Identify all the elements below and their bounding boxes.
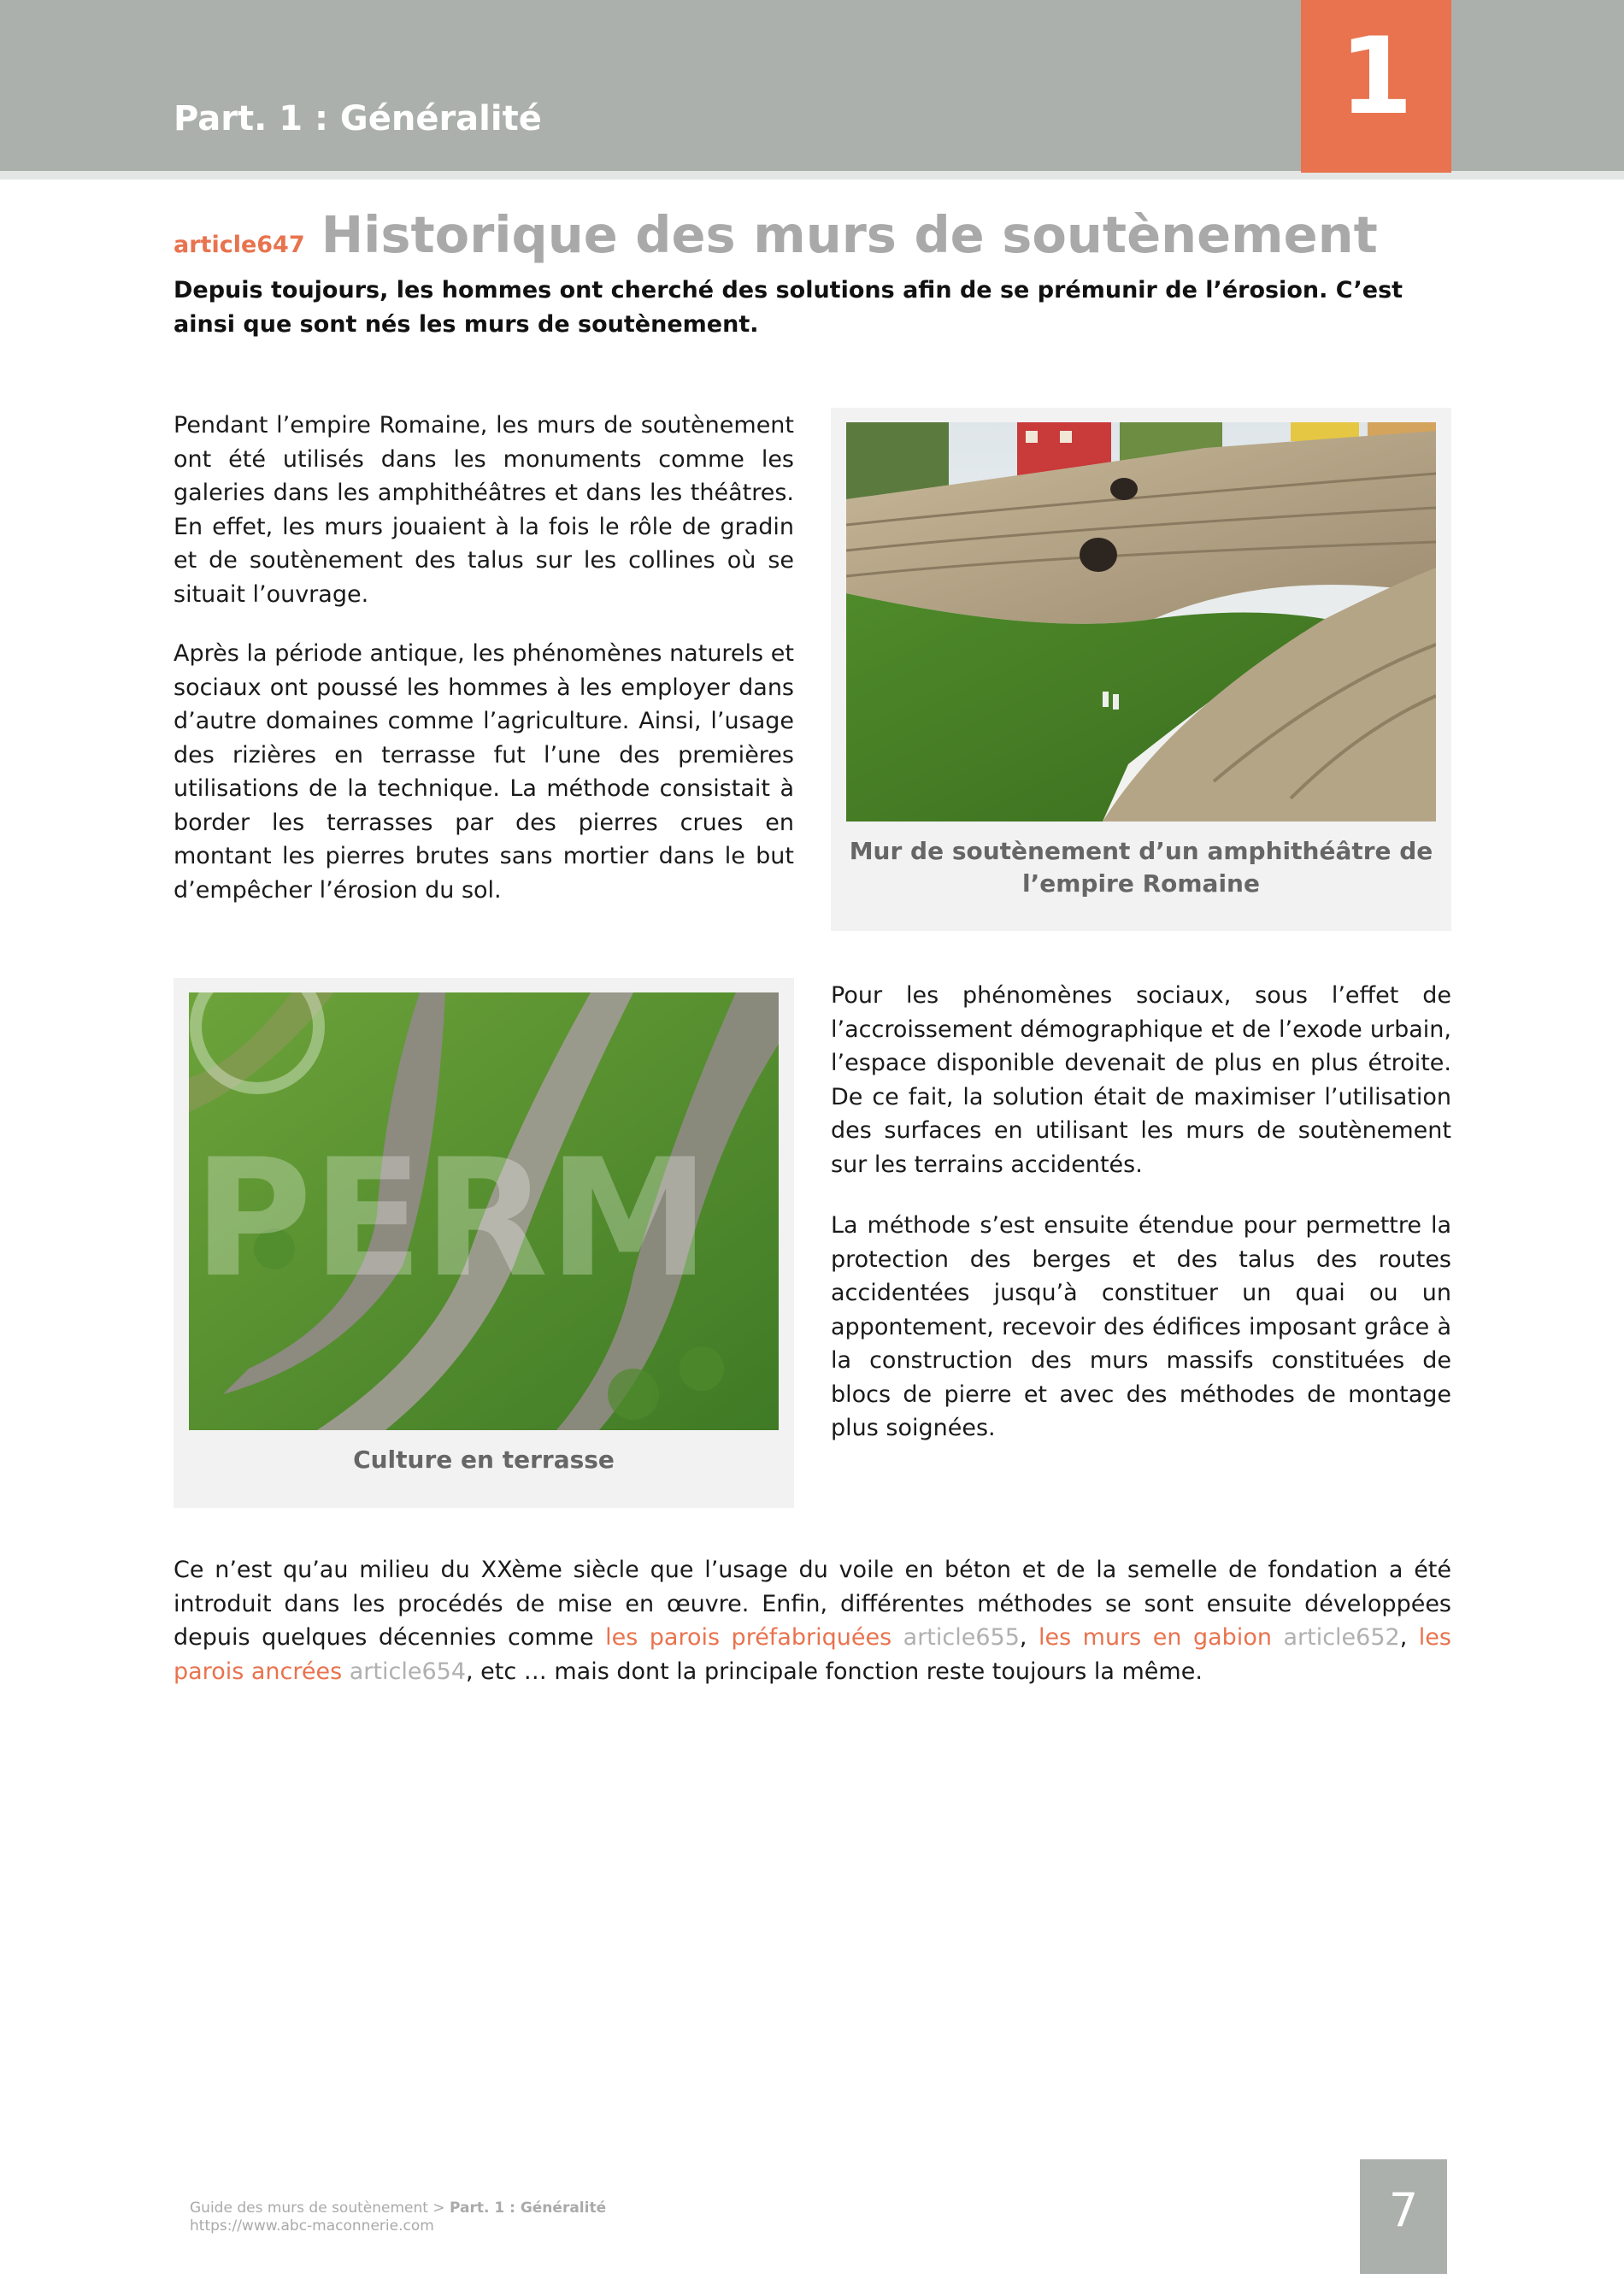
article-heading bbox=[174, 205, 1378, 264]
footer-guide[interactable]: Guide des murs de soutènement bbox=[190, 2200, 428, 2217]
paragraph-text: Ce n’est qu’au milieu du XXème siècle que l’usage du voile en béton et de la semelle de fondation a été introduit dans les procédés de mise en œuvre. Enfin, différentes méthodes se sont ensuite développées depuis quelques décennies comme bbox=[174, 1557, 1451, 1651]
figure-caption-amphitheatre: Mur de soutènement d’un amphithéâtre de l’empire Romaine bbox=[849, 837, 1433, 898]
amphitheatre-photo bbox=[846, 422, 1436, 822]
figure-caption-terraces: Culture en terrasse bbox=[353, 1446, 615, 1474]
paragraph-modern-methods bbox=[174, 1553, 1451, 1688]
article-ref-655: article655 bbox=[903, 1624, 1020, 1651]
figure-amphitheatre bbox=[831, 408, 1451, 931]
separator-text: , bbox=[1019, 1624, 1039, 1651]
article-ref: article647 bbox=[174, 232, 305, 258]
paragraph-social-phenomena: Pour les phénomènes sociaux, sous l’effet de l’accroissement démographique et de l’exode urbain, l’espace disponible devenait de plus en plus étroite. De ce fait, la solution était de maximiser l’utilisation des surfaces en utilisant les murs de soutènement sur les terrains accidentés. bbox=[831, 982, 1451, 1178]
part-title: Part. 1 : Généralité bbox=[174, 99, 542, 138]
article-ref-654: article654 bbox=[349, 1658, 466, 1685]
link-parois-ancrees[interactable]: les parois ancrées bbox=[174, 1624, 1451, 1685]
separator-text: , bbox=[1399, 1624, 1419, 1651]
link-parois-prefabriquees[interactable]: les parois préfabriquées bbox=[605, 1624, 892, 1651]
link-murs-gabion[interactable]: les murs en gabion bbox=[1038, 1624, 1272, 1651]
paragraph-method-extension: La méthode s’est ensuite étendue pour permettre la protection des berges et des talus des routes accidentées jusqu’à constituer un quai ou un appontement, recevoir des édifices imposant grâce à la construction des murs massifs constituées de blocs de pierre et avec des méthodes de montage plus soignées. bbox=[831, 1212, 1451, 1441]
paragraph-text: , etc … mais dont la principale fonction reste toujours la même. bbox=[466, 1658, 1203, 1685]
page-number: 7 bbox=[1360, 2159, 1447, 2274]
article-title: Historique des murs de soutènement bbox=[321, 205, 1378, 264]
article-lead: Depuis toujours, les hommes ont cherché des solutions afin de se prémunir de l’érosion. C’est ainsi que sont nés les murs de soutènement. bbox=[174, 277, 1403, 338]
article-ref-652: article652 bbox=[1283, 1624, 1400, 1651]
paragraph-roman-empire: Pendant l’empire Romaine, les murs de soutènement ont été utilisés dans les monuments comme les galeries dans les amphithéâtres et dans les théâtres. En effet, les murs jouaient à la fois le rôle de gradin et de soutènement des talus sur les collines où se situait l’ouvrage. bbox=[174, 412, 794, 608]
footer-url[interactable]: https://www.abc-maconnerie.com bbox=[190, 2217, 434, 2235]
footer-separator: > bbox=[427, 2200, 450, 2217]
chapter-number-badge: 1 bbox=[1301, 0, 1451, 173]
paragraph-antiquity: Après la période antique, les phénomènes naturels et sociaux ont poussé les hommes à les employer dans d’autre domaines comme l’agriculture. Ainsi, l’usage des rizières en terrasse fut l’une des premières utilisations de la technique. La méthode consistait à border les terrasses par des pierres crues en montant les pierres brutes sans mortier dans le but d’empêcher l’érosion du sol. bbox=[174, 640, 794, 904]
footer-breadcrumb bbox=[190, 2200, 606, 2235]
footer-section[interactable]: Part. 1 : Généralité bbox=[450, 2200, 607, 2217]
figure-terraces bbox=[174, 978, 794, 1508]
terraces-photo bbox=[189, 992, 779, 1430]
watermark-text: PERM bbox=[193, 1124, 710, 1313]
